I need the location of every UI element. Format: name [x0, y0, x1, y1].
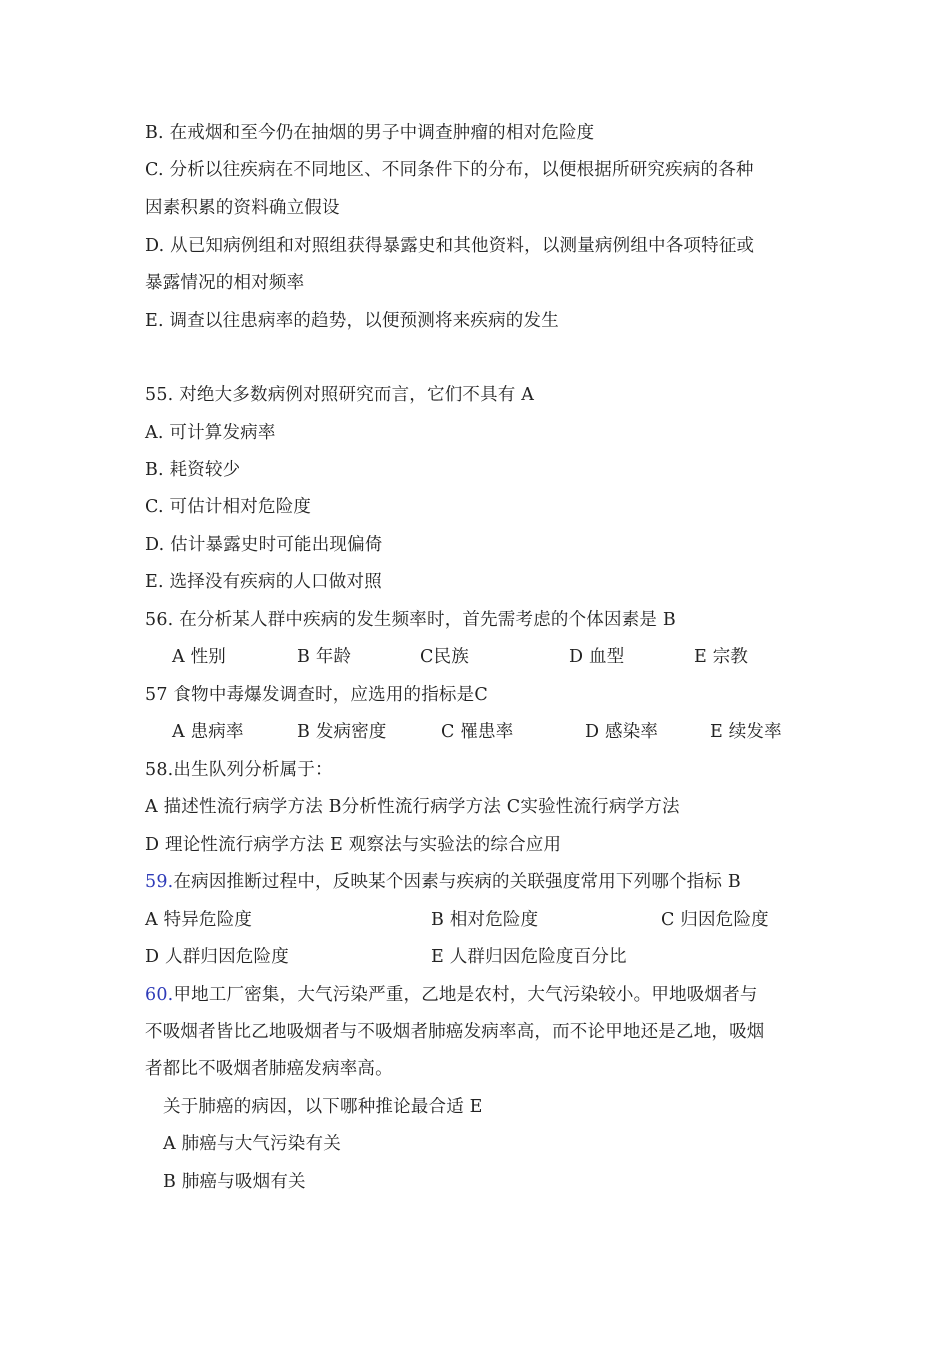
q60-stem-1: 甲地工厂密集，大气污染严重，乙地是农村，大气污染较小。甲地吸烟者与: [173, 985, 758, 1005]
q58-options-line1: A 描述性流行病学方法 B分析性流行病学方法 C实验性流行病学方法: [145, 797, 680, 817]
q59-options-row2: [0, 943, 952, 971]
q59-options-row1: [0, 906, 952, 934]
q60-stem-line3: 者都比不吸烟者肺癌发病率高。: [145, 1059, 393, 1079]
q59-option-d: D 人群归因危险度: [145, 947, 289, 967]
q57-options: [0, 718, 952, 746]
q55-option-d: D. 估计暴露史时可能出现偏倚: [145, 535, 383, 555]
q54-option-e: E. 调查以往患病率的趋势，以便预测将来疾病的发生: [145, 311, 559, 331]
q54-option-c-line1: C. 分析以往疾病在不同地区、不同条件下的分布，以便根据所研究疾病的各种: [145, 160, 754, 180]
q59-stem: 在病因推断过程中，反映某个因素与疾病的关联强度常用下列哪个指标 B: [173, 872, 741, 892]
q54-option-d-line2: 暴露情况的相对频率: [145, 273, 305, 293]
q59-option-b: B 相对危险度: [431, 910, 539, 930]
q60-stem-line2: 不吸烟者皆比乙地吸烟者与不吸烟者肺癌发病率高，而不论甲地还是乙地，吸烟: [145, 1022, 765, 1042]
q60-stem-line1: [145, 981, 758, 1009]
q60-question: 关于肺癌的病因，以下哪种推论最合适 E: [163, 1097, 483, 1117]
q56-stem: 56. 在分析某人群中疾病的发生频率时，首先需考虑的个体因素是 B: [145, 610, 676, 630]
q56-option-a: A 性别: [172, 647, 227, 667]
q54-option-d-line1: D. 从已知病例组和对照组获得暴露史和其他资料，以测量病例组中各项特征或: [145, 236, 755, 256]
q56-option-c: C民族: [420, 647, 469, 667]
q55-stem: 55. 对绝大多数病例对照研究而言，它们不具有 A: [145, 385, 535, 405]
q57-option-c: C 罹患率: [441, 722, 514, 742]
q57-option-e: E 续发率: [710, 722, 782, 742]
q54-option-b: B. 在戒烟和至今仍在抽烟的男子中调查肿瘤的相对危险度: [145, 123, 595, 143]
q57-option-d: D 感染率: [585, 722, 659, 742]
q58-options-line2: D 理论性流行病学方法 E 观察法与实验法的综合应用: [145, 835, 562, 855]
q54-option-c-line2: 因素积累的资料确立假设: [145, 198, 340, 218]
q59-number: 59.: [145, 872, 174, 892]
q57-option-a: A 患病率: [172, 722, 244, 742]
q56-option-d: D 血型: [569, 647, 625, 667]
q60-number: 60.: [145, 985, 174, 1005]
q55-option-c: C. 可估计相对危险度: [145, 497, 312, 517]
q58-stem: 58.出生队列分析属于：: [145, 760, 333, 780]
q59-stem-line: [145, 868, 741, 896]
q57-option-b: B 发病密度: [297, 722, 387, 742]
q56-option-e: E 宗教: [694, 647, 749, 667]
q59-option-a: A 特异危险度: [145, 910, 253, 930]
q59-option-e: E 人群归因危险度百分比: [431, 947, 627, 967]
q55-option-a: A. 可计算发病率: [145, 423, 276, 443]
q55-option-e: E. 选择没有疾病的人口做对照: [145, 572, 382, 592]
q56-option-b: B 年龄: [297, 647, 352, 667]
q56-options: [0, 643, 952, 671]
q55-option-b: B. 耗资较少: [145, 460, 241, 480]
q60-option-b: B 肺癌与吸烟有关: [163, 1172, 306, 1192]
q59-option-c: C 归因危险度: [661, 910, 769, 930]
q57-stem: 57 食物中毒爆发调查时，应选用的指标是C: [145, 685, 488, 705]
q60-option-a: A 肺癌与大气污染有关: [163, 1134, 341, 1154]
